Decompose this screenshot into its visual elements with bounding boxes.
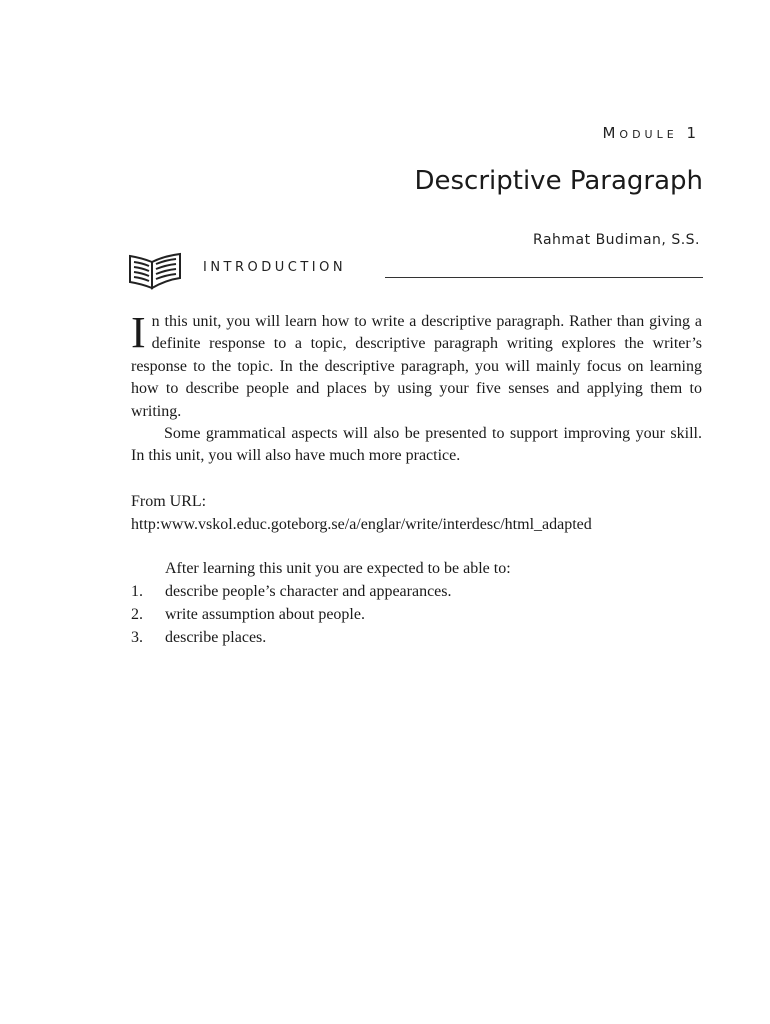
section-heading-row: [203, 260, 703, 282]
paragraph-1: [131, 308, 702, 423]
list-item: [131, 580, 711, 603]
page-title: Descriptive Paragraph: [414, 166, 703, 196]
objectives-block: [131, 557, 711, 649]
source-block: [131, 490, 711, 536]
module-label: Module 1: [602, 124, 700, 142]
list-item: [131, 603, 711, 626]
list-item-number: 3.: [131, 629, 143, 646]
paragraph-1-text: n this unit, you will learn how to write a descriptive paragraph. Rather than giving a definite response to a topic, descriptive paragraph writing explores the writer’s response to the topic. In the descriptive paragraph, you will mainly focus on learning how to describe people and places by using your five senses and applying them to writing.: [131, 313, 702, 420]
objectives-lead: After learning this unit you are expected to be able to:: [165, 560, 511, 577]
list-item-text: describe places.: [165, 629, 267, 646]
open-book-icon: [128, 250, 184, 290]
introduction-body: [131, 308, 702, 468]
list-item-number: 2.: [131, 606, 143, 623]
source-label: From URL:: [131, 493, 207, 510]
list-item-text: describe people’s character and appearances.: [165, 583, 452, 600]
list-item: [131, 626, 711, 649]
list-item-text: write assumption about people.: [165, 606, 365, 623]
paragraph-2: Some grammatical aspects will also be presented to support improving your skill. In this unit, you will also have much more practice.: [131, 425, 702, 465]
list-item-number: 1.: [131, 583, 143, 600]
author-name: Rahmat Budiman, S.S.: [533, 232, 700, 248]
drop-cap: I: [131, 308, 146, 357]
source-url: http:www.vskol.educ.goteborg.se/a/englar/write/interdesc/html_adapted: [131, 516, 592, 533]
heading-rule: [385, 277, 703, 278]
section-heading: INTRODUCTION: [203, 260, 347, 275]
